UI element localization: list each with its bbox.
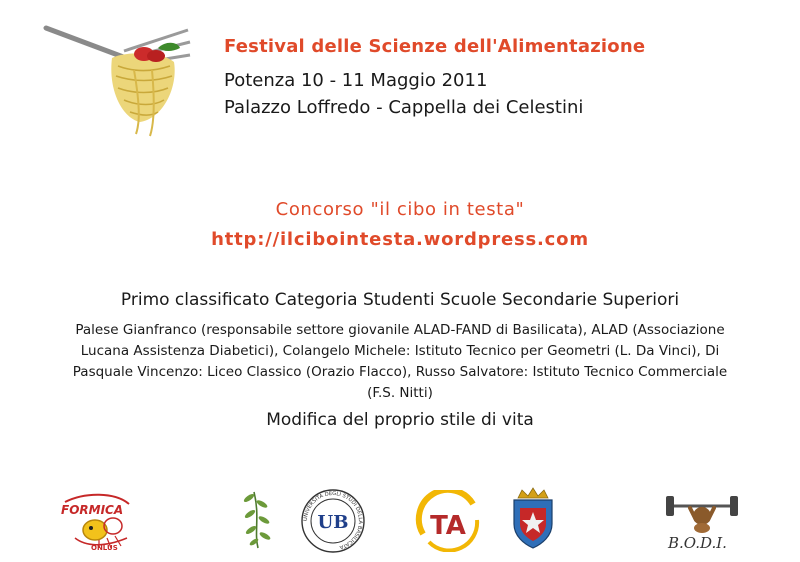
bodi-text: B.O.D.I.: [668, 534, 727, 552]
olive-branch-icon: [236, 488, 276, 550]
unibas-ring-text: UNIVERSITÀ DEGLI STUDI DELLA BASILICATA: [302, 490, 364, 551]
unibas-seal-logo: [300, 488, 366, 554]
festival-venue: Palazzo Loffredo - Cappella dei Celestini: [224, 97, 584, 118]
formica-onlus-logo: [55, 492, 133, 552]
contest-name: Concorso "il cibo in testa": [275, 199, 525, 220]
coat-of-arms-icon: [508, 484, 558, 550]
contest-url-link[interactable]: http://ilcibointesta.wordpress.com: [211, 229, 589, 250]
award-title: Primo classificato Categoria Studenti Scuole Secondarie Superiori: [120, 290, 680, 310]
formica-word: FORMICA: [61, 503, 124, 517]
fork-spaghetti-icon: [38, 18, 198, 138]
bodi-weightlifter-logo: [660, 490, 744, 552]
ta-logo: [413, 490, 483, 552]
festival-title: Festival delle Scienze dell'Alimentazione: [224, 36, 646, 57]
award-subject: Modifica del proprio stile di vita: [266, 410, 534, 430]
award-winners: Palese Gianfranco (responsabile settore giovanile ALAD-FAND di Basilicata), ALAD (Associazione Lucana Assistenza Diabetici), Colangelo Michele: Istituto Tecnico per Geometri (L. Da Vinci), Di Pasquale Vincenzo: Liceo Classico (Orazio Flacco), Russo Salvatore: Istituto Tecnico Commerciale (F.S. Nitti): [72, 322, 728, 401]
festival-dates: Potenza 10 - 11 Maggio 2011: [224, 70, 488, 91]
ta-text: TA: [430, 511, 466, 541]
formica-sub: ONLUS: [91, 544, 118, 552]
unibas-initials: UB: [317, 512, 349, 533]
